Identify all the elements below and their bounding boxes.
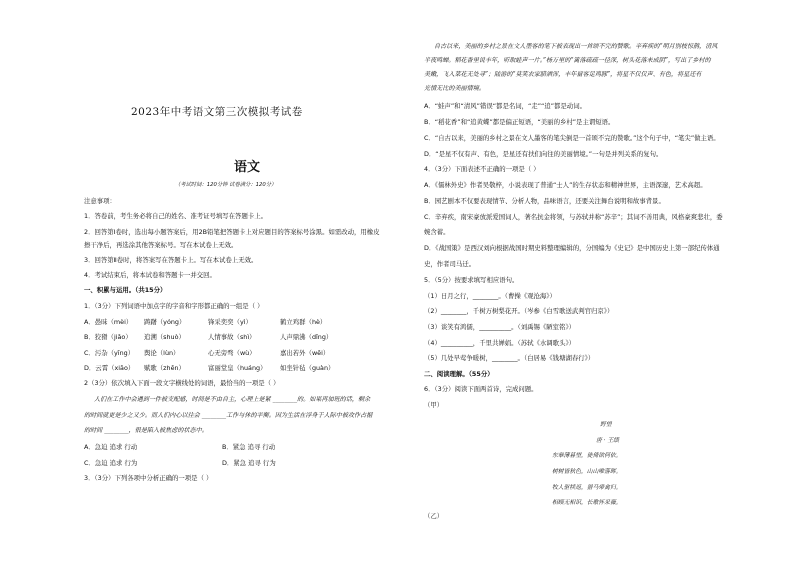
question-stem: 3．（3分）下列各项中分析正确的一项是（ ）: [84, 474, 213, 482]
option-row: [84, 364, 416, 372]
option-cell: D．云霄（xiāo）: [84, 364, 135, 372]
option-cell: 人情事故（shì）: [208, 333, 256, 341]
option-cell: 踌躇（yóng）: [144, 318, 186, 326]
option-row: [84, 333, 416, 341]
option-cell: C．急迫 追求 行为: [84, 459, 138, 467]
notice-item: 1．答卷前，考生务必将自己的姓名、准考证号填写在答题卡上。: [84, 212, 268, 220]
question-stem: 4．（3分）下面表述不正确的一项是（ ）: [424, 165, 540, 173]
part-label: （甲）: [424, 401, 444, 409]
option-cell: B．紧急 追寻 行动: [222, 443, 276, 451]
poem-line: 牧人驱犊返，猎马带禽归。: [552, 485, 622, 491]
exam-info: （考试时间：120分钟 试卷满分：120分）: [175, 182, 277, 188]
option-cell: C．污杂（yīng）: [84, 349, 135, 357]
option-cell: B．狡猾（jiǎo）: [84, 333, 132, 341]
exam-title: 2023年中考语文第三次模拟考试卷: [131, 106, 303, 118]
passage-line: 美嫩，飞入菜花无处寻”；陆游的“莫笑农家腊酒浑，丰年留客足鸡豚”，将星不仅仅声、有色，将星还有: [424, 71, 702, 78]
question-stem: 6．（3分）阅读下面两首诗，完成问题。: [424, 385, 538, 393]
option-cell: 嘉出若外（wēi）: [280, 349, 330, 357]
passage-line: 自古以来，美丽的乡村之景在文人墨客的笔下被表现出一首颂不完的赞歌。辛弃疾的“明月别枝惊鹊，清风: [434, 43, 718, 50]
option-line: 史，作者司马迁。: [424, 260, 476, 268]
poem-author: 唐 · 王绩: [596, 438, 619, 444]
option-cell: A．急迫 追求 行动: [84, 443, 138, 451]
option-row: [84, 443, 416, 451]
option-line: D．“是星不仅有声、有色，是星还有扶们向往的美丽情境。”一句是并列关系的复句。: [424, 150, 663, 158]
fill-blank-item: （3）谈笑有鸿儒，__________。（刘禹锡《陋室铭》）: [424, 323, 576, 331]
poem-line: 相顾无相识，长歌怀采薇。: [552, 500, 622, 506]
option-line: C．辛弃疾，南宋豪放派爱国词人，著名抗金将领，与苏轼并称“苏辛”；其词不善用典，风格豪爽悲壮，委: [424, 213, 723, 221]
subject-title: 语文: [234, 160, 261, 175]
option-row: [84, 349, 416, 357]
fill-blank-item: （4）__________，千里共婵娟。（苏轼《水调歌头》）: [424, 339, 576, 347]
passage-line: 光情无比的美丽情境。: [424, 85, 485, 92]
notice-item: 2．回答第Ⅰ卷时，选出每小题答案后，用2B铅笔把答题卡上对应题目的答案标号涂黑。如需改动，用橡皮: [84, 228, 380, 236]
passage-line: 的时间就更是少之又少。而人们内心以往会 ________工作与休的平衡。因为生活在浮身于人际中被攻作占据: [84, 412, 373, 419]
option-cell: 锋采奕奕（yì）: [208, 318, 252, 326]
section-title: 二、阅读理解。（55分）: [424, 370, 494, 378]
section-title: 一、积累与运用。（共15分）: [84, 286, 167, 294]
question-stem: 1．（3分）下列词语中加点字的字音和字形都正确的一组是（ ）: [84, 302, 264, 310]
fill-blank-item: （2）________，千树万树梨花开。（岑参《白雪歌送武判官归京》）: [424, 307, 614, 315]
option-line: B．“稻花香”和“追黄蝶”都是偏正短语，“美丽的乡村”是主谓短语。: [424, 118, 615, 126]
option-line: A．《儒林外史》作者吴敬梓，小说表现了普通“士人”的生存状态和精神世界，主语深邃，艺术高超。: [424, 181, 707, 189]
option-cell: 赋歌（zhēn）: [144, 364, 185, 372]
option-cell: 舆论（lùn）: [144, 349, 180, 357]
option-cell: 富丽堂皇（huáng）: [208, 364, 267, 372]
option-line: A．“蛙声”和“清风”错误“都是名词，“走”“追”都是动词。: [424, 102, 586, 110]
option-line: C．“自古以来，美丽的乡村之景在文人墨客的笔尖倒是一首颂不完的赞歌。”这个句子中，“笔尖”做主语。: [424, 134, 720, 142]
part-label: （乙）: [424, 512, 444, 520]
poem-title: 野望: [600, 422, 612, 428]
option-line: D．《战国策》是西汉刘向根据战国时期史料整理编辑的，分国编为《史记》是中国历史上第一部纪传体通: [424, 244, 720, 252]
option-cell: D．紧急 追寻 行为: [222, 459, 276, 467]
notice-item: 3．回答第Ⅱ卷时，将答案写在答题卡上。写在本试卷上无效。: [84, 256, 258, 264]
question-stem: 2（3分）依次填入下面一段文字横线处的词语，最恰当的一项是（ ）: [84, 379, 280, 387]
option-cell: A．愚昧（mèi）: [84, 318, 133, 326]
fill-blank-item: （1）日月之行，________。（曹操《观沧海》）: [424, 292, 556, 300]
option-line: B．园艺剧本不仅要表现情节、分析人物，品味语言，还要关注舞台说明和故事背景。: [424, 197, 665, 205]
fill-blank-item: （5）几处早莺争暖树，________。（白居易《钱塘湖春行》）: [424, 354, 595, 362]
option-row: [84, 318, 416, 326]
notice-heading: 注意事项：: [84, 197, 116, 205]
option-cell: 追溯（shuò）: [144, 333, 185, 341]
option-cell: 心无旁骛（wù）: [208, 349, 256, 357]
poem-line: 东皋薄暮望，徙倚欲何依。: [552, 453, 622, 459]
option-cell: 人声鼎沸（dǐng）: [280, 333, 333, 341]
poem-line: 树树皆秋色，山山唯落晖。: [552, 469, 622, 475]
passage-line: 的时间 ________，很是陷入被焦虑的状态中。: [84, 427, 208, 434]
notice-item: 擦干净后，再选涂其他答案标号。写在本试卷上无效。: [84, 241, 238, 249]
option-row: [84, 459, 416, 467]
question-stem: 5．（5分）按要求填写相应语句。: [424, 276, 519, 284]
option-cell: 如坐针毡（guàn）: [280, 364, 335, 372]
notice-item: 4．考试结束后，将本试卷和答题卡一并交回。: [84, 271, 216, 279]
passage-line: 半夜鸣蝉。稻花香里说丰年，听取蛙声一片。”杨万里的“篱落疏疏一径深，树头花落未成阴”，写出了乡村的: [424, 57, 711, 64]
passage-line: 人们在工作中会遇到一件被支配感，时间是不由自主，心理上是紧 ________的。如果再加班的话，剩余: [94, 396, 371, 403]
option-line: 婉含蓄。: [424, 228, 450, 236]
option-cell: 鹤立鸡群（hè）: [280, 318, 327, 326]
